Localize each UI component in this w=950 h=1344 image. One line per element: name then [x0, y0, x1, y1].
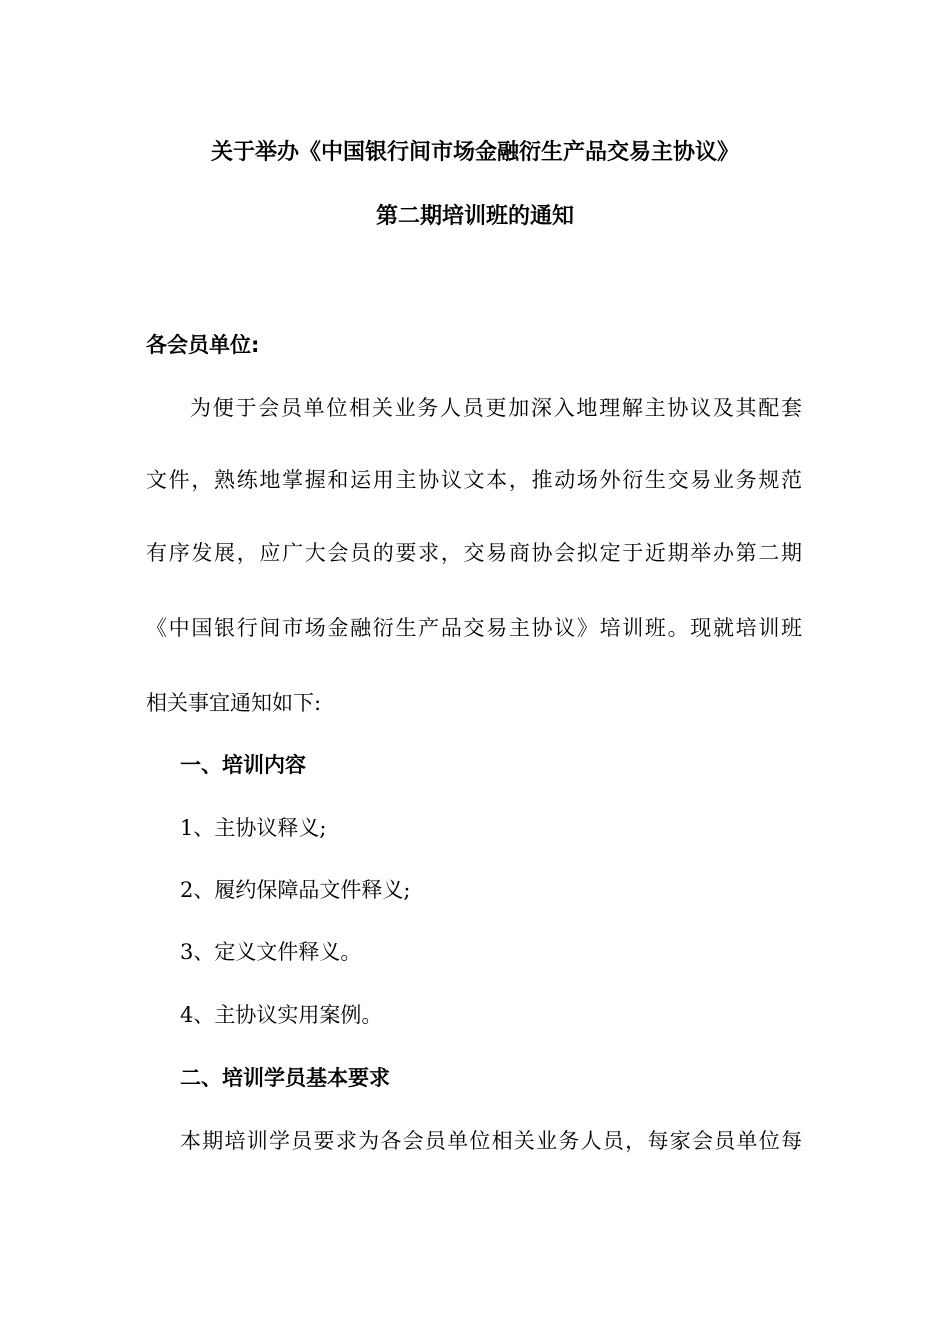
- intro-paragraph-line-2: 文件，熟练地掌握和运用主协议文本，推动场外衍生交易业务规范: [146, 468, 802, 492]
- salutation: 各会员单位:: [146, 333, 260, 357]
- section-1-heading: 一、培训内容: [180, 753, 306, 777]
- section-1-item: 1、主协议释义;: [180, 816, 327, 840]
- document-title-line-1: 关于举办《中国银行间市场金融衍生产品交易主协议》: [210, 140, 739, 165]
- document-title-line-2: 第二期培训班的通知: [375, 204, 574, 229]
- intro-paragraph-line-4: 《中国银行间市场金融衍生产品交易主协议》培训班。现就培训班: [146, 616, 802, 640]
- section-2-heading: 二、培训学员基本要求: [180, 1066, 390, 1090]
- section-1-item: 3、定义文件释义。: [180, 940, 362, 964]
- intro-paragraph-line-3: 有序发展，应广大会员的要求，交易商协会拟定于近期举办第二期: [146, 541, 802, 565]
- intro-paragraph-line-1: 为便于会员单位相关业务人员更加深入地理解主协议及其配套: [190, 396, 802, 420]
- section-1-item: 4、主协议实用案例。: [180, 1003, 383, 1027]
- section-1-item: 2、履约保障品文件释义;: [180, 878, 411, 902]
- intro-paragraph-line-5: 相关事宜通知如下:: [146, 691, 322, 715]
- section-2-body-line-1: 本期培训学员要求为各会员单位相关业务人员，每家会员单位每: [180, 1129, 802, 1153]
